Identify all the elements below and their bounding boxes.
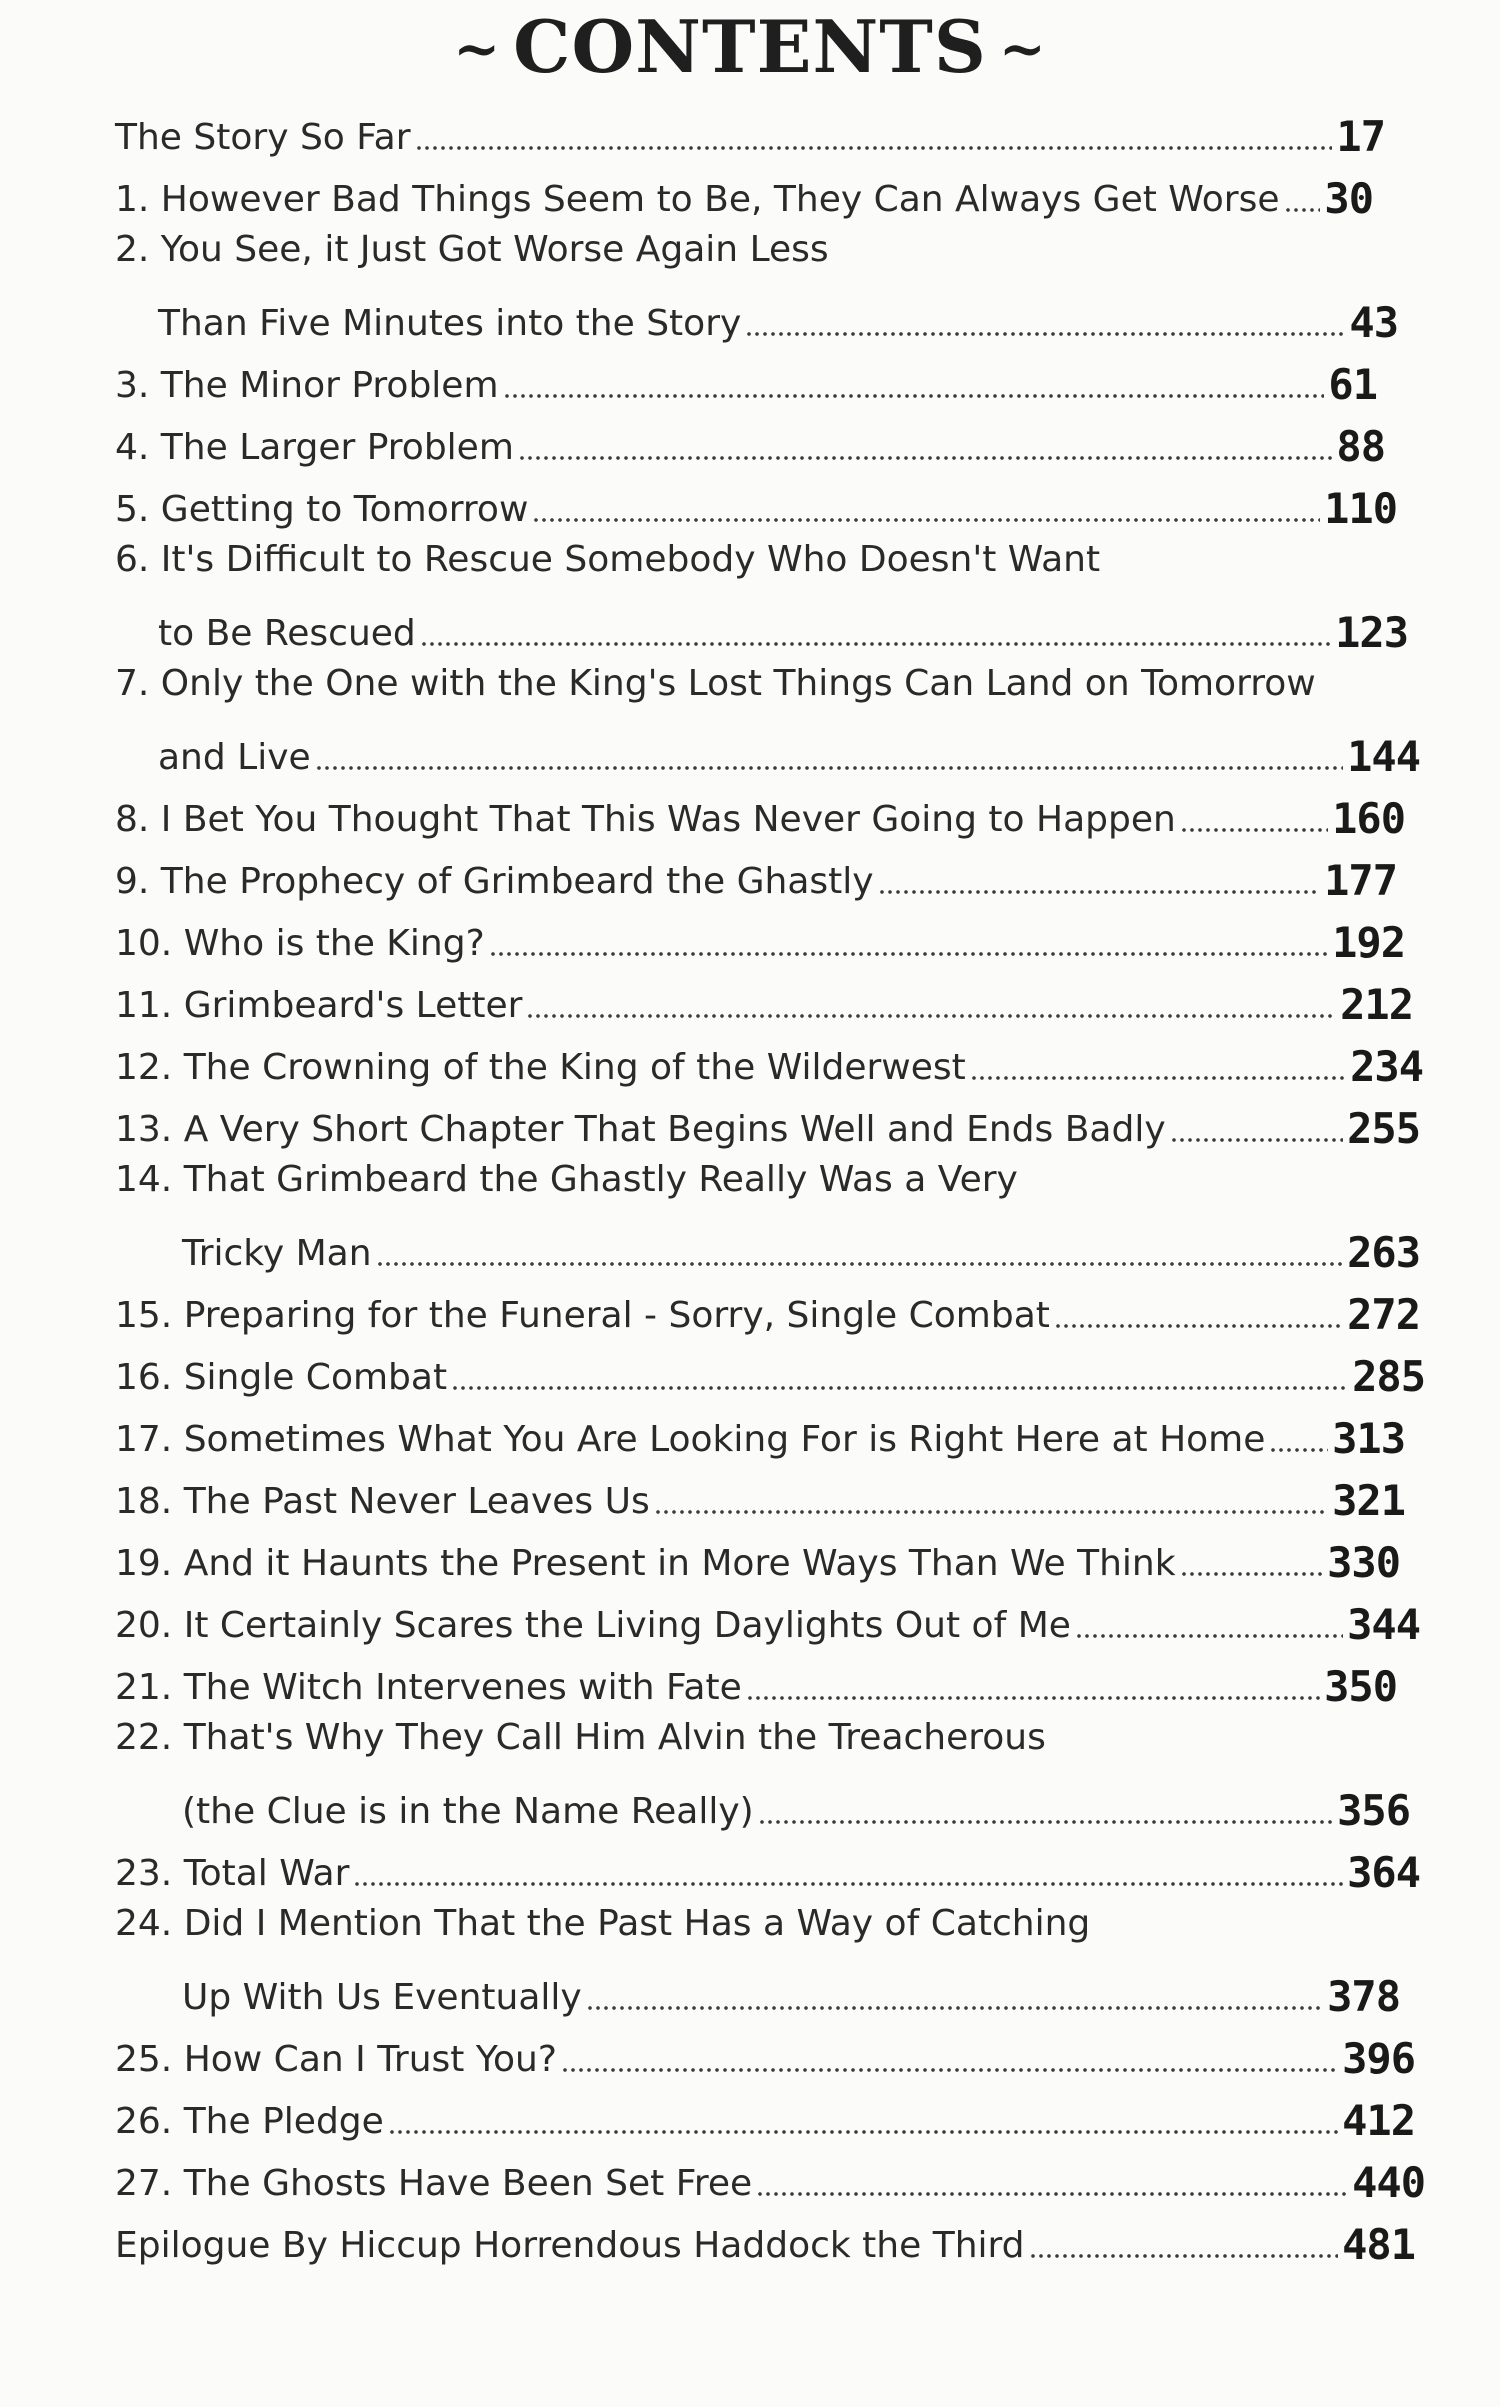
toc-entry[interactable] [115, 1034, 1423, 1090]
toc-page-number: 192 [1332, 918, 1405, 967]
toc-page-number: 177 [1324, 856, 1397, 905]
toc-page-number: 110 [1324, 484, 1397, 533]
toc-page-number: 272 [1347, 1290, 1420, 1339]
toc-leader-dots [1269, 1444, 1328, 1456]
toc-leader-dots [353, 1878, 1343, 1890]
toc-entry-label: 12. The Crowning of the King of the Wilderwest [115, 1047, 966, 1088]
toc-page-number: 263 [1347, 1228, 1420, 1277]
toc-entry-label: 8. I Bet You Thought That This Was Never Going to Happen [115, 799, 1176, 840]
toc-entry-label: 11. Grimbeard's Letter [115, 985, 523, 1026]
toc-entry-label: 13. A Very Short Chapter That Begins Well and Ends Badly [115, 1109, 1166, 1150]
toc-page-number: 144 [1347, 732, 1420, 781]
toc-page-number: 364 [1347, 1848, 1420, 1897]
toc-leader-dots [388, 2126, 1338, 2138]
toc-entry-label-continued: Up With Us Eventually [182, 1977, 582, 2018]
toc-leader-dots [586, 2002, 1323, 2014]
toc-entry[interactable] [115, 1654, 1397, 1710]
toc-leader-dots [746, 1692, 1320, 1704]
toc-entry-first-line [115, 228, 1315, 284]
toc-page-number: 321 [1332, 1476, 1405, 1525]
toc-entry-label: 9. The Prophecy of Grimbeard the Ghastly [115, 861, 874, 902]
toc-entry[interactable] [115, 2212, 1415, 2268]
toc-entry[interactable] [115, 1282, 1420, 1338]
title-text: CONTENTS [513, 4, 987, 89]
toc-entry-label: 1. However Bad Things Seem to Be, They Can Always Get Worse [115, 179, 1280, 220]
toc-entry-label: 2. You See, it Just Got Worse Again Less [115, 229, 829, 270]
toc-page-number: 160 [1332, 794, 1405, 843]
toc-page-number: 255 [1347, 1104, 1420, 1153]
toc-entry-label-continued: Than Five Minutes into the Story [158, 303, 742, 344]
toc-leader-dots [1029, 2250, 1339, 2262]
toc-leader-dots [1054, 1320, 1343, 1332]
toc-entry-label: 16. Single Combat [115, 1357, 448, 1398]
toc-entry-label: 23. Total War [115, 1853, 350, 1894]
toc-page-number: 212 [1340, 980, 1413, 1029]
toc-entry-label-continued: to Be Rescued [158, 613, 416, 654]
toc-entry-label: 5. Getting to Tomorrow [115, 489, 529, 530]
toc-entry-label: 4. The Larger Problem [115, 427, 514, 468]
toc-leader-dots [1180, 824, 1328, 836]
toc-entry[interactable] [115, 2026, 1415, 2082]
toc-leader-dots [758, 1816, 1333, 1828]
toc-entry-first-line [115, 1158, 1315, 1214]
toc-entry-label-continued: Tricky Man [182, 1233, 372, 1274]
toc-entry-label: 18. The Past Never Leaves Us [115, 1481, 650, 1522]
toc-entry[interactable] [115, 1344, 1425, 1400]
toc-entry[interactable] [115, 104, 1385, 160]
toc-leader-dots [376, 1258, 1344, 1270]
toc-entry[interactable] [115, 786, 1405, 842]
toc-leader-dots [756, 2188, 1348, 2200]
toc-leader-dots [561, 2064, 1338, 2076]
toc-page-number: 30 [1324, 174, 1373, 223]
toc-leader-dots [420, 638, 1331, 650]
toc-page-number: 481 [1342, 2220, 1415, 2269]
toc-entry[interactable] [115, 2088, 1415, 2144]
toc-entry-label: The Story So Far [115, 117, 411, 158]
toc-entry-label: Epilogue By Hiccup Horrendous Haddock the Third [115, 2225, 1025, 2266]
toc-entry-first-line [115, 538, 1315, 594]
toc-entry-first-line [115, 1902, 1315, 1958]
toc-entry-label: 15. Preparing for the Funeral - Sorry, Single Combat [115, 1295, 1050, 1336]
toc-page-number: 396 [1342, 2034, 1415, 2083]
toc-entry-label: 25. How Can I Trust You? [115, 2039, 557, 2080]
toc-leader-dots [1180, 1568, 1324, 1580]
toc-leader-dots [745, 328, 1345, 340]
toc-entry[interactable] [182, 1778, 1410, 1834]
toc-entry[interactable] [115, 1840, 1420, 1896]
title-tilde-right: ~ [998, 16, 1047, 82]
toc-entry[interactable] [158, 290, 1398, 346]
toc-page-number: 330 [1327, 1538, 1400, 1587]
toc-leader-dots [878, 886, 1321, 898]
toc-leader-dots [489, 948, 1328, 960]
toc-page-number: 344 [1347, 1600, 1420, 1649]
toc-entry[interactable] [115, 1530, 1400, 1586]
toc-entry[interactable] [115, 1096, 1420, 1152]
toc-entry[interactable] [115, 1592, 1420, 1648]
toc-leader-dots [532, 514, 1320, 526]
toc-entry-label: 14. That Grimbeard the Ghastly Really Was a Very [115, 1159, 1018, 1200]
toc-entry[interactable] [115, 1468, 1405, 1524]
toc-leader-dots [1284, 204, 1321, 216]
toc-page-number: 17 [1336, 112, 1385, 161]
toc-entry-label-continued: (the Clue is in the Name Really) [182, 1791, 754, 1832]
toc-page-number: 123 [1335, 608, 1408, 657]
toc-leader-dots [503, 390, 1325, 402]
toc-entry-label: 20. It Certainly Scares the Living Daylights Out of Me [115, 1605, 1071, 1646]
toc-entry[interactable] [115, 352, 1377, 408]
toc-entry-label: 19. And it Haunts the Present in More Ways Than We Think [115, 1543, 1176, 1584]
toc-entry-label: 3. The Minor Problem [115, 365, 499, 406]
toc-entry[interactable] [115, 414, 1385, 470]
toc-entry-first-line [115, 662, 1415, 718]
title-tilde-left: ~ [453, 16, 502, 82]
toc-entry-label: 7. Only the One with the King's Lost Things Can Land on Tomorrow [115, 663, 1316, 704]
toc-leader-dots [518, 452, 1333, 464]
toc-entry[interactable] [115, 2150, 1425, 2206]
toc-page-number: 378 [1327, 1972, 1400, 2021]
toc-leader-dots [1075, 1630, 1343, 1642]
toc-page-number: 350 [1324, 1662, 1397, 1711]
toc-entry[interactable] [115, 972, 1413, 1028]
toc-entry[interactable] [115, 476, 1397, 532]
toc-entry[interactable] [158, 724, 1420, 780]
toc-page-number: 356 [1337, 1786, 1410, 1835]
toc-entry-label-continued: and Live [158, 737, 311, 778]
toc-leader-dots [654, 1506, 1328, 1518]
toc-entry[interactable] [182, 1964, 1400, 2020]
toc-leader-dots [526, 1010, 1336, 1022]
toc-entry-first-line [115, 1716, 1315, 1772]
toc-entry-label: 21. The Witch Intervenes with Fate [115, 1667, 742, 1708]
toc-page-number: 440 [1352, 2158, 1425, 2207]
toc-entry-label: 10. Who is the King? [115, 923, 485, 964]
toc-leader-dots [1170, 1134, 1343, 1146]
toc-page-number: 285 [1352, 1352, 1425, 1401]
toc-page-number: 234 [1350, 1042, 1423, 1091]
toc-page-number: 88 [1336, 422, 1385, 471]
toc-entry[interactable] [115, 166, 1373, 222]
toc-entry[interactable] [115, 1406, 1405, 1462]
toc-entry-label: 26. The Pledge [115, 2101, 384, 2142]
toc-leader-dots [415, 142, 1333, 154]
toc-entry-label: 24. Did I Mention That the Past Has a Way of Catching [115, 1903, 1091, 1944]
toc-entry[interactable] [182, 1220, 1420, 1276]
toc-entry[interactable] [115, 910, 1405, 966]
toc-entry-label: 6. It's Difficult to Rescue Somebody Who Doesn't Want [115, 539, 1101, 580]
toc-entry-label: 27. The Ghosts Have Been Set Free [115, 2163, 753, 2204]
toc-entry-label: 22. That's Why They Call Him Alvin the Treacherous [115, 1717, 1046, 1758]
toc-page-number: 412 [1342, 2096, 1415, 2145]
toc-entry-label: 17. Sometimes What You Are Looking For is Right Here at Home [115, 1419, 1266, 1460]
toc-page-number: 313 [1332, 1414, 1405, 1463]
toc-page-number: 61 [1328, 360, 1377, 409]
toc-page-number: 43 [1349, 298, 1398, 347]
toc-entry[interactable] [115, 848, 1397, 904]
toc-leader-dots [970, 1072, 1346, 1084]
toc-leader-dots [315, 762, 1343, 774]
toc-entry[interactable] [158, 600, 1408, 656]
toc-leader-dots [451, 1382, 1348, 1394]
